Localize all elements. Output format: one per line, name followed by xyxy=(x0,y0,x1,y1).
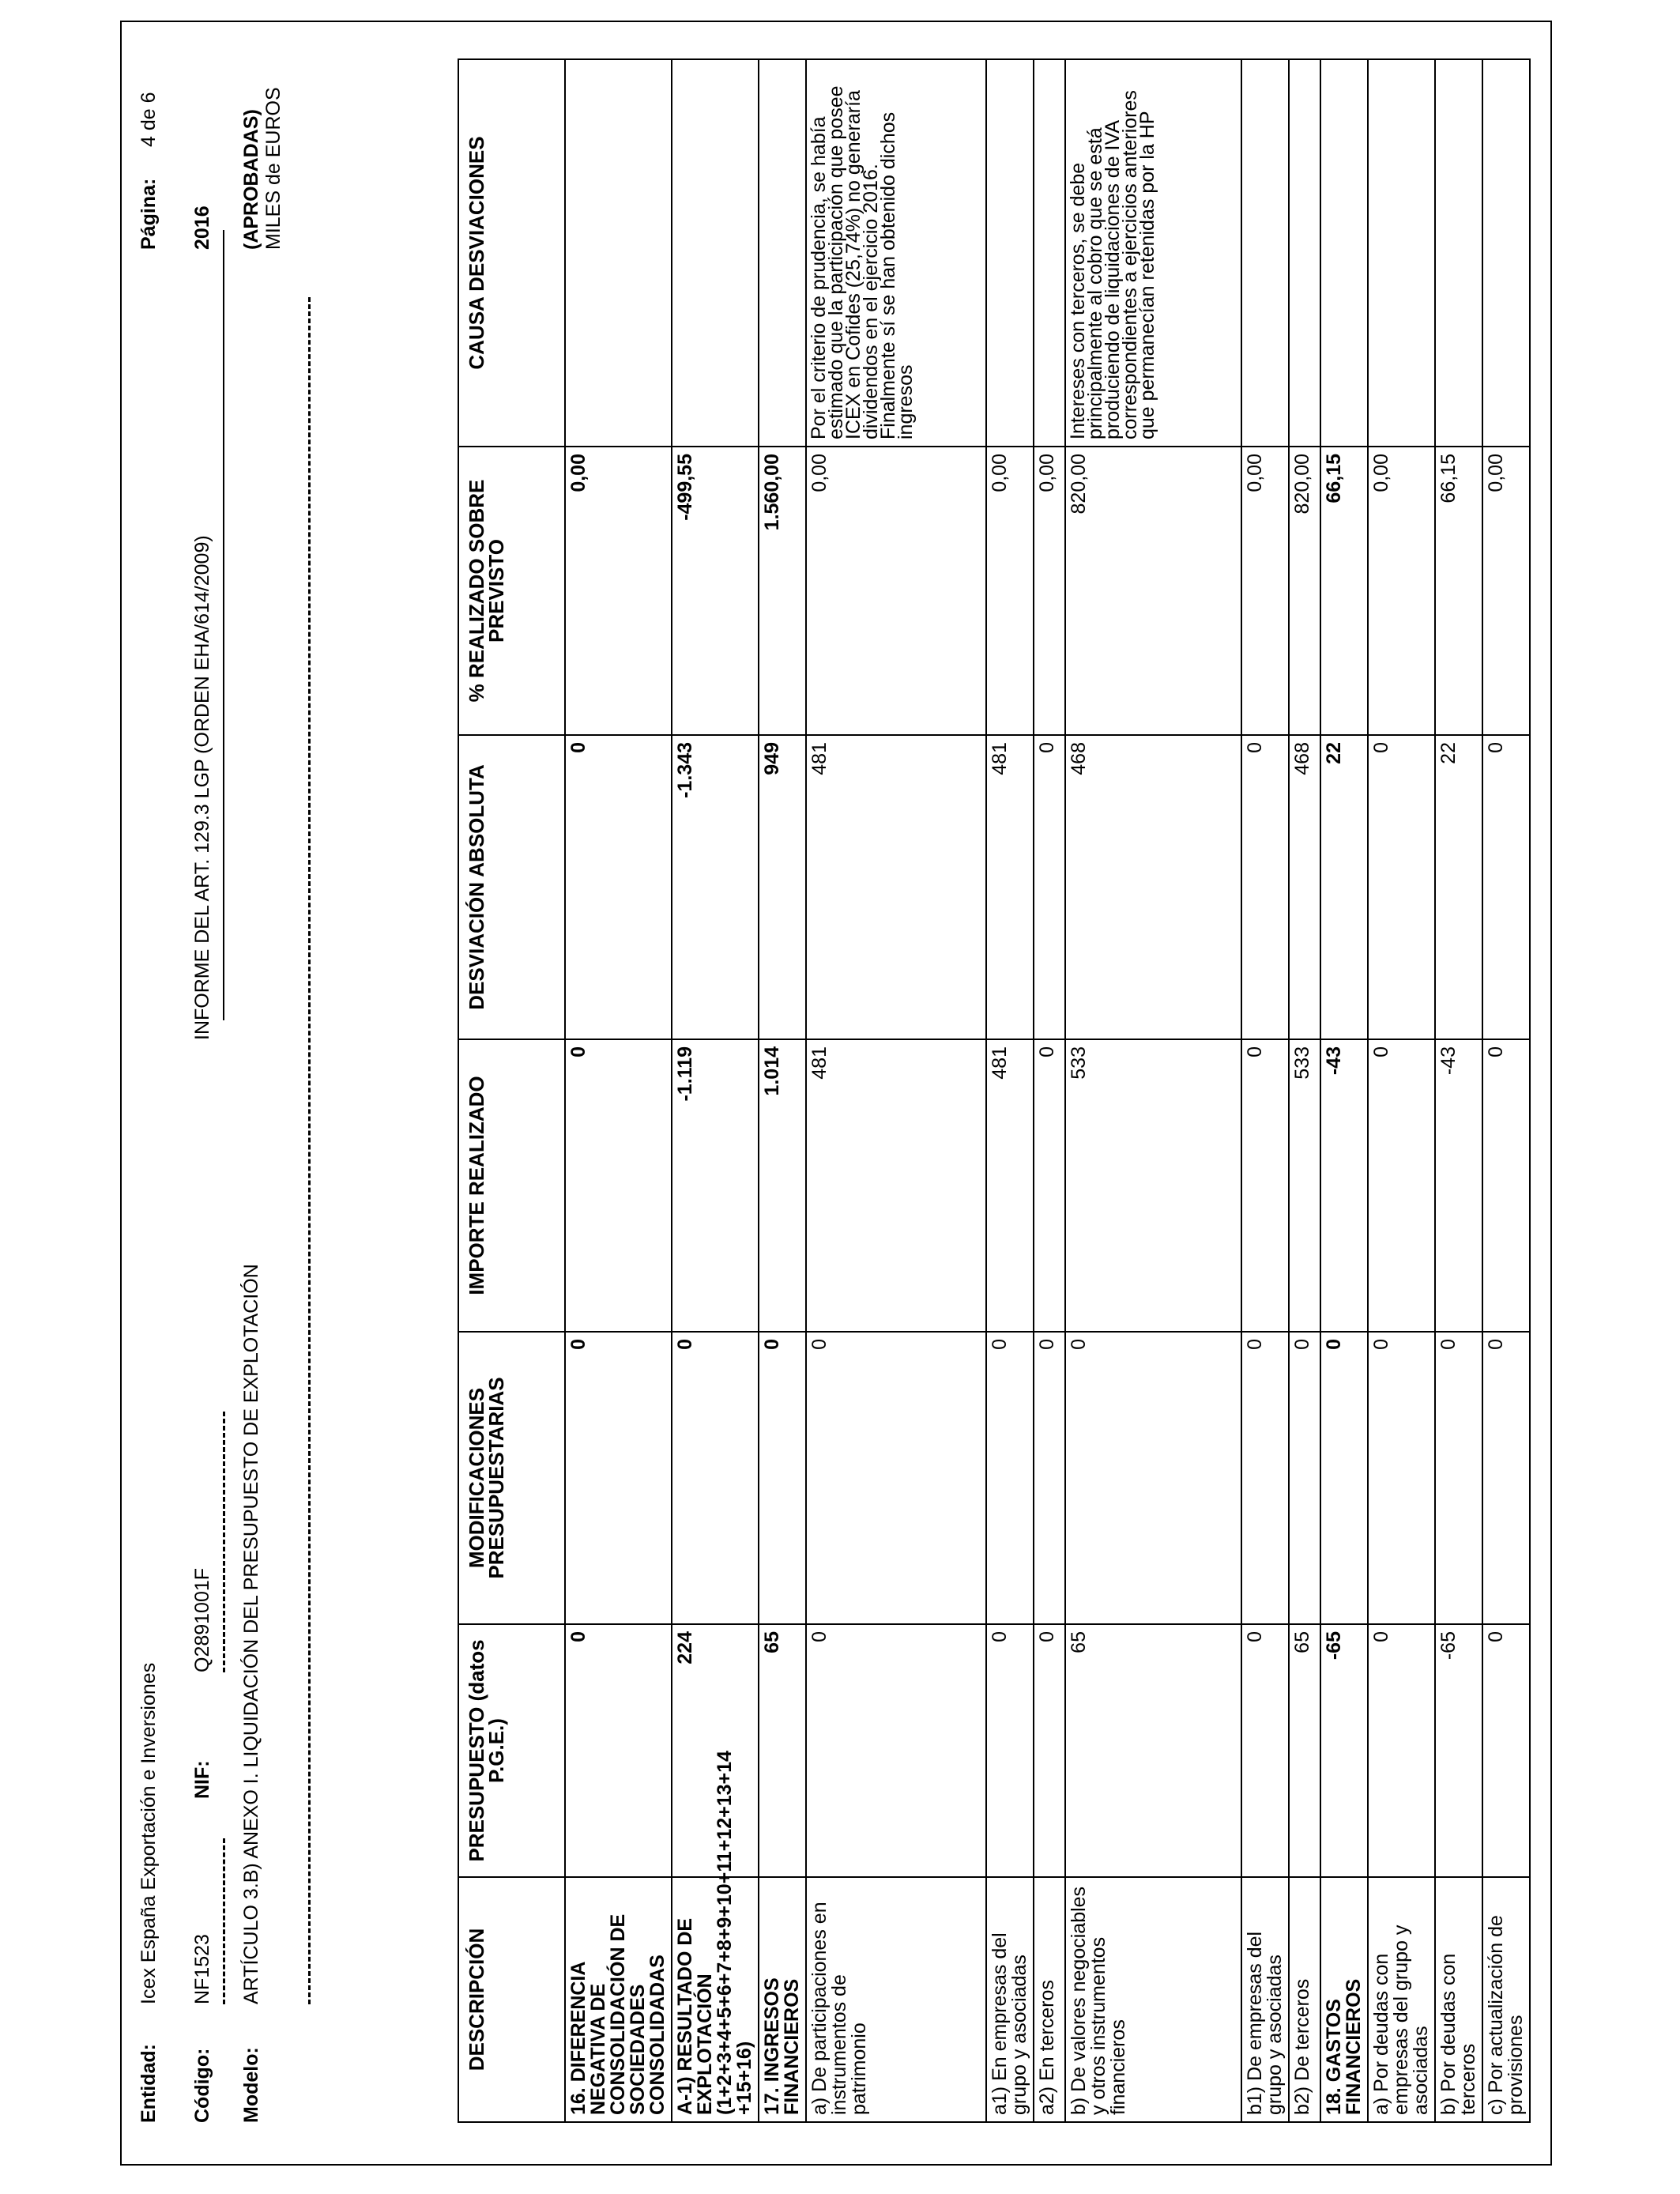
row-desviacion: -1.343 xyxy=(672,735,759,1039)
row-porcentaje: 0,00 xyxy=(806,447,986,735)
row-causa xyxy=(1482,59,1530,447)
row-descripcion: a) Por deudas con empresas del grupo y asociadas xyxy=(1368,1877,1435,2122)
row-desviacion: 0 xyxy=(565,735,672,1039)
row-importe: -43 xyxy=(1435,1039,1482,1332)
nif-underline xyxy=(223,1412,225,1672)
row-porcentaje: 0,00 xyxy=(986,447,1034,735)
row-importe: 0 xyxy=(1241,1039,1289,1332)
row-importe: 533 xyxy=(1065,1039,1241,1332)
row-importe: 481 xyxy=(806,1039,986,1332)
modelo-underline xyxy=(308,297,311,2004)
row-descripcion: 18. GASTOS FINANCIEROS xyxy=(1320,1877,1368,2122)
row-porcentaje: 0,00 xyxy=(1241,447,1289,735)
row-modificaciones: 0 xyxy=(1034,1332,1065,1624)
row-importe: 533 xyxy=(1289,1039,1320,1332)
row-importe: 0 xyxy=(1034,1039,1065,1332)
row-descripcion: b) Por deudas con terceros xyxy=(1435,1877,1482,2122)
row-desviacion: 0 xyxy=(1482,735,1530,1039)
row-causa: Por el criterio de prudencia, se había estimado que la participación que posee ICEX en Cofides (25,74%) no generaría dividendos en el ejercicio 2016. Finalmente sí se han obtenido dichos ingresos xyxy=(806,59,986,447)
row-modificaciones: 0 xyxy=(806,1332,986,1624)
row-descripcion: a) De participaciones en instrumentos de patrimonio xyxy=(806,1877,986,2122)
col-desviacion: DESVIACIÓN ABSOLUTA xyxy=(458,735,565,1039)
row-porcentaje: 0,00 xyxy=(565,447,672,735)
row-modificaciones: 0 xyxy=(1368,1332,1435,1624)
row-descripcion: c) Por actualización de provisiones xyxy=(1482,1877,1530,2122)
entidad-value: Icex España Exportación e Inversiones xyxy=(137,1662,160,2004)
row-modificaciones: 0 xyxy=(1065,1332,1241,1624)
row-presupuesto: 0 xyxy=(806,1624,986,1877)
row-importe: -43 xyxy=(1320,1039,1368,1332)
row-presupuesto: 0 xyxy=(1368,1624,1435,1877)
row-modificaciones: 0 xyxy=(1320,1332,1368,1624)
row-descripcion: 17. INGRESOS FINANCIEROS xyxy=(759,1877,806,2122)
row-porcentaje: 66,15 xyxy=(1435,447,1482,735)
row-presupuesto: 224 xyxy=(672,1624,759,1877)
row-descripcion: a2) En terceros xyxy=(1034,1877,1065,2122)
row-modificaciones: 0 xyxy=(1482,1332,1530,1624)
nif-value: Q2891001F xyxy=(191,1567,213,1672)
table-row xyxy=(1435,59,1482,2122)
row-presupuesto: 65 xyxy=(1289,1624,1320,1877)
report-page xyxy=(122,24,1549,2162)
entidad-label: Entidad: xyxy=(137,2044,160,2123)
row-descripcion: b1) De empresas del grupo y asociadas xyxy=(1241,1877,1289,2122)
report-year: 2016 xyxy=(191,205,213,250)
table-row xyxy=(1034,59,1065,2122)
row-causa xyxy=(1368,59,1435,447)
row-importe: 481 xyxy=(986,1039,1034,1332)
row-porcentaje: -499,55 xyxy=(672,447,759,735)
row-desviacion: 0 xyxy=(1034,735,1065,1039)
row-presupuesto: -65 xyxy=(1435,1624,1482,1877)
table-row xyxy=(759,59,806,2122)
row-modificaciones: 0 xyxy=(759,1332,806,1624)
row-desviacion: 0 xyxy=(1241,735,1289,1039)
col-importe: IMPORTE REALIZADO xyxy=(458,1039,565,1332)
table-row xyxy=(986,59,1034,2122)
table-row xyxy=(806,59,986,2122)
row-descripcion: b) De valores negociables y otros instrumentos financieros xyxy=(1065,1877,1241,2122)
row-porcentaje: 0,00 xyxy=(1034,447,1065,735)
budget-table xyxy=(458,58,1531,2123)
row-causa xyxy=(1241,59,1289,447)
row-porcentaje: 0,00 xyxy=(1368,447,1435,735)
table-row xyxy=(1065,59,1241,2122)
row-desviacion: 481 xyxy=(986,735,1034,1039)
col-presupuesto: PRESUPUESTO (datos P.G.E.) xyxy=(458,1624,565,1877)
row-descripcion: A-1) RESULTADO DE EXPLOTACIÓN (1+2+3+4+5+6+7+8+9+10+11+12+13+14 +15+16) xyxy=(672,1877,759,2122)
row-presupuesto: 0 xyxy=(1034,1624,1065,1877)
row-descripcion: b2) De terceros xyxy=(1289,1877,1320,2122)
row-modificaciones: 0 xyxy=(565,1332,672,1624)
row-importe: -1.119 xyxy=(672,1039,759,1332)
table-row xyxy=(1368,59,1435,2122)
row-presupuesto: 0 xyxy=(986,1624,1034,1877)
row-modificaciones: 0 xyxy=(986,1332,1034,1624)
row-causa xyxy=(1320,59,1368,447)
row-causa xyxy=(1435,59,1482,447)
modelo-value: ARTÍCULO 3.B) ANEXO I. LIQUIDACIÓN DEL PRESUPUESTO DE EXPLOTACIÓN xyxy=(240,1264,262,2004)
codigo-underline xyxy=(223,1838,225,2004)
row-causa xyxy=(565,59,672,447)
table-row xyxy=(1289,59,1320,2122)
row-causa xyxy=(1034,59,1065,447)
row-presupuesto: -65 xyxy=(1320,1624,1368,1877)
row-porcentaje: 0,00 xyxy=(1482,447,1530,735)
row-descripcion: a1) En empresas del grupo y asociadas xyxy=(986,1877,1034,2122)
table-row xyxy=(1320,59,1368,2122)
aprobadas-label: (APROBADAS) xyxy=(240,109,262,250)
row-modificaciones: 0 xyxy=(1435,1332,1482,1624)
row-modificaciones: 0 xyxy=(672,1332,759,1624)
row-porcentaje: 820,00 xyxy=(1289,447,1320,735)
row-modificaciones: 0 xyxy=(1289,1332,1320,1624)
row-desviacion: 468 xyxy=(1065,735,1241,1039)
row-desviacion: 22 xyxy=(1320,735,1368,1039)
row-presupuesto: 65 xyxy=(1065,1624,1241,1877)
row-causa xyxy=(986,59,1034,447)
row-importe: 1.014 xyxy=(759,1039,806,1332)
nif-label: NIF: xyxy=(191,1760,213,1799)
row-importe: 0 xyxy=(1482,1039,1530,1332)
row-causa xyxy=(672,59,759,447)
row-causa xyxy=(1289,59,1320,447)
row-desviacion: 481 xyxy=(806,735,986,1039)
table-row xyxy=(1241,59,1289,2122)
modelo-label: Modelo: xyxy=(240,2047,262,2123)
table-row xyxy=(565,59,672,2122)
col-descripcion: DESCRIPCIÓN xyxy=(458,1877,565,2122)
row-presupuesto: 0 xyxy=(1482,1624,1530,1877)
col-porcentaje: % REALIZADO SOBRE PREVISTO xyxy=(458,447,565,735)
row-porcentaje: 820,00 xyxy=(1065,447,1241,735)
row-presupuesto: 0 xyxy=(565,1624,672,1877)
row-presupuesto: 65 xyxy=(759,1624,806,1877)
col-causa: CAUSA DESVIACIONES xyxy=(458,59,565,447)
table-header-row xyxy=(458,59,565,2122)
row-descripcion: 16. DIFERENCIA NEGATIVA DE CONSOLIDACIÓN DE SOCIEDADES CONSOLIDADAS xyxy=(565,1877,672,2122)
row-causa: Intereses con terceros, se debe principalmente al cobro que se está produciendo de liquidaciones de IVA correspondientes a ejercicios anteriores que permanecían retenidas por la HP xyxy=(1065,59,1241,447)
codigo-label: Código: xyxy=(191,2048,213,2123)
pagina-label: Página: xyxy=(137,178,160,250)
codigo-value: NF1523 xyxy=(191,1934,213,2004)
row-modificaciones: 0 xyxy=(1241,1332,1289,1624)
table-row xyxy=(1482,59,1530,2122)
col-modificaciones: MODIFICACIONES PRESUPUESTARIAS xyxy=(458,1332,565,1624)
header-rule xyxy=(223,230,224,1020)
row-porcentaje: 66,15 xyxy=(1320,447,1368,735)
row-importe: 0 xyxy=(1368,1039,1435,1332)
row-porcentaje: 1.560,00 xyxy=(759,447,806,735)
row-desviacion: 468 xyxy=(1289,735,1320,1039)
pagina-value: 4 de 6 xyxy=(137,92,160,147)
row-presupuesto: 0 xyxy=(1241,1624,1289,1877)
informe-title: INFORME DEL ART. 129.3 LGP (ORDEN EHA/614/2009) xyxy=(191,535,213,1040)
row-desviacion: 0 xyxy=(1368,735,1435,1039)
row-desviacion: 949 xyxy=(759,735,806,1039)
row-desviacion: 22 xyxy=(1435,735,1482,1039)
units-label: MILES de EUROS xyxy=(262,87,284,250)
row-importe: 0 xyxy=(565,1039,672,1332)
row-causa xyxy=(759,59,806,447)
table-row xyxy=(672,59,759,2122)
